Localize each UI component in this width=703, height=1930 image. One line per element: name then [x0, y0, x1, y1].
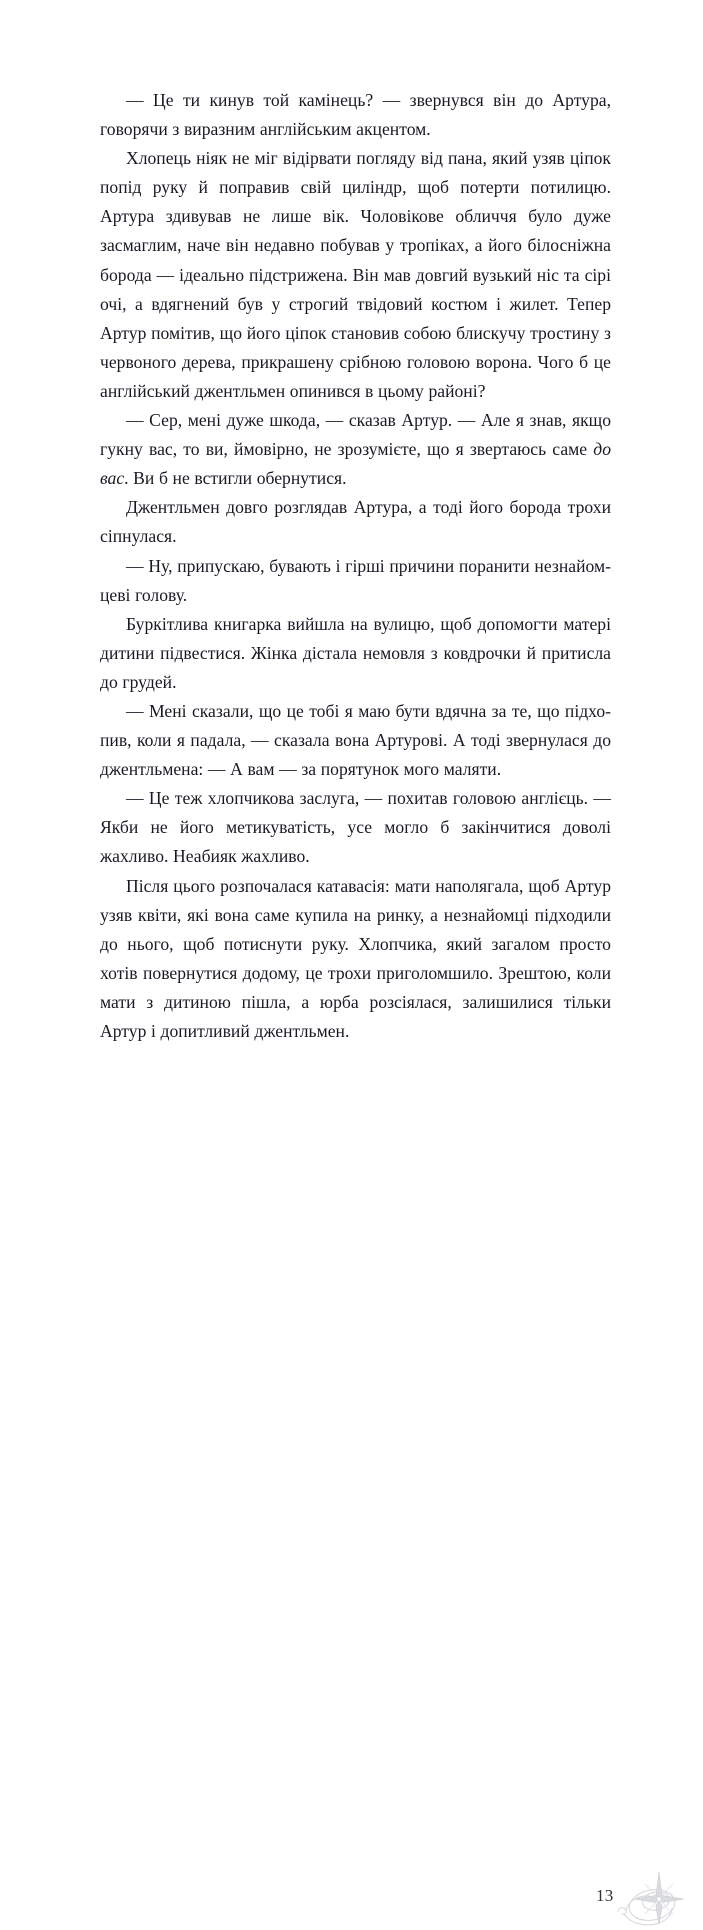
paragraph-2: Хлопець ніяк не міг відірвати погляду від пана, який узяв ціпок попід руку й поправив свій циліндр, щоб потерти потилицю. Артура здивував не лише вік. Чоловікове обличчя було дуже засмаглим, наче він недавно побував у тропіках, а його білосніжна борода — ідеально підстрижена. Він мав довгий вузький ніс та сірі очі, а вдягнений був у строгий твідовий костюм і жилет. Тепер Артур помітив, що його ціпок становив собою блискучу тростину з червоного дерева, прикрашену срібною головою ворона. Чого б це англійський джентльмен опинився в цьому районі?	[100, 148, 611, 401]
compass-rose-svg	[614, 1868, 686, 1930]
paragraph-4: Джентльмен довго розглядав Артура, а тоді його борода трохи сіпнулася.	[100, 497, 611, 547]
paragraph-3-emphasis: до вас	[100, 439, 611, 489]
paragraph-9: Після цього розпочалася катавасія: мати наполягала, щоб Артур узяв квіти, які вона саме купила на ринку, а незнайомці підходили до нього, щоб потиснути руку. Хлопчика, який загалом просто хотів повернутися додому, це трохи приголомшило. Зрештою, коли мати з дитиною пішла, а юрба розсіялася, залишилися тільки Артур і допитливий джентльмен.	[100, 875, 611, 1041]
paragraph-7: — Мені сказали, що це тобі я маю бути вдячна за те, що підхопив, коли я падала, — сказала вона Артурові. А тоді звернулася до джентльмена: — А вам — за порятунок мого маляти.	[100, 700, 611, 780]
paragraph-3-text-after-italic: . Ви б не встигли обернутися.	[124, 468, 347, 489]
compass-center	[657, 1897, 662, 1902]
compass-rose-flourish-icon	[614, 1868, 686, 1930]
paragraph-6: Буркітлива книгарка вийшла на вулицю, щоб допомогти матері дитини підвестися. Жінка дістала немовля з ковдрочки й притисла до грудей.	[100, 613, 611, 692]
paragraph-3	[100, 406, 611, 493]
paragraph-3-text-before-italic: — Сер, мені дуже шкода, — сказав Артур. — Але я знав, якщо гукну вас, то ви, ймовірно, не зрозумієте, що я звертаюсь саме	[100, 410, 611, 460]
paragraph-1: — Це ти кинув той камінець? — звернувся він до Артура, говорячи з виразним англійським акцентом.	[100, 90, 611, 140]
page-number: 13	[596, 1886, 614, 1905]
page-text-block	[100, 86, 611, 1046]
paragraph-8: — Це теж хлопчикова заслуга, — похитав головою англієць. — Якби не його метикуватість, усе могло б закінчитися доволі жахливо. Неабияк жахливо.	[100, 788, 611, 867]
paragraph-5: — Ну, припускаю, бувають і гірші причини поранити незнайомцеві голову.	[100, 555, 611, 605]
